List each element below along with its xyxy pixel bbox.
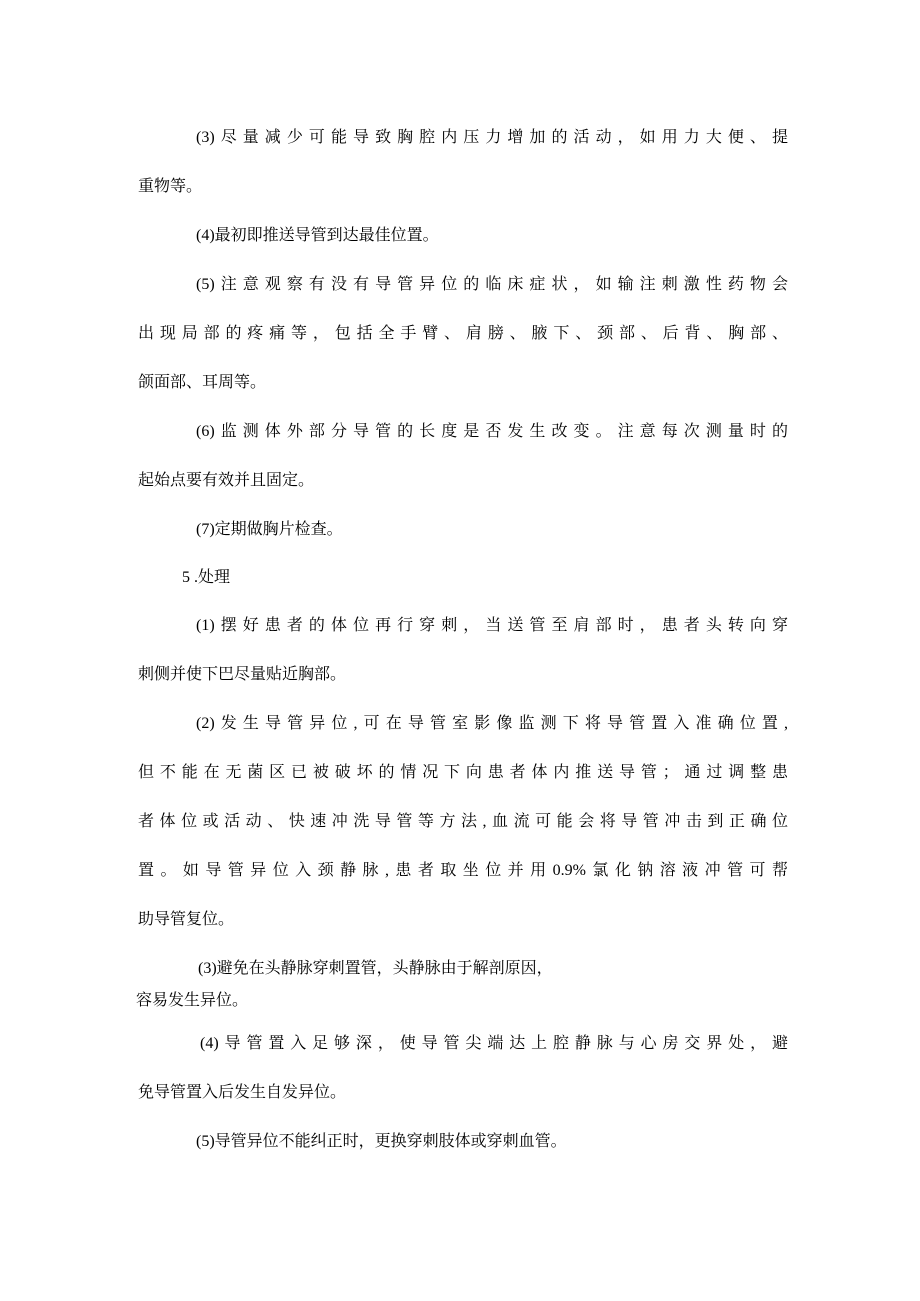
- paragraph-line: (3)尽量减少可能导致胸腔内压力增加的活动，如用力大便、提: [196, 129, 788, 146]
- paragraph-line: 刺侧并使下巴尽量贴近胸部。: [138, 666, 347, 683]
- paragraph-line: (5)导管异位不能纠正时，更换穿刺肢体或穿刺血管。: [196, 1133, 567, 1150]
- paragraph-line: 助导管复位。: [138, 911, 235, 928]
- paragraph-line: (6)监测体外部分导管的长度是否发生改变。注意每次测量时的: [196, 423, 788, 440]
- paragraph-line: 出现局部的疼痛等，包括全手臂、肩膀、腋下、颈部、后背、胸部、: [138, 325, 788, 342]
- paragraph-line: (4)最初即推送导管到达最佳位置。: [196, 227, 439, 244]
- paragraph-line: (2)发生导管异位,可在导管室影像监测下将导管置入准确位置,: [196, 715, 788, 732]
- paragraph-line: 颌面部、耳周等。: [138, 374, 267, 391]
- paragraph-line: (1)摆好患者的体位再行穿刺，当送管至肩部时，患者头转向穿: [196, 617, 788, 634]
- paragraph-line: 起始点要有效并且固定。: [138, 472, 315, 489]
- paragraph-line: (5)注意观察有没有导管异位的临床症状，如输注刺激性药物会: [196, 276, 788, 293]
- paragraph-line: 免导管置入后发生自发异位。: [138, 1084, 347, 1101]
- paragraph-line: 容易发生异位。: [136, 992, 249, 1009]
- paragraph-line: (3)避免在头静脉穿刺置管，头静脉由于解剖原因，: [198, 960, 553, 977]
- paragraph-line: 但不能在无菌区已被破坏的情况下向患者体内推送导管；通过调整患: [138, 764, 788, 781]
- paragraph-line: 重物等。: [138, 178, 203, 195]
- paragraph-line: 者体位或活动、快速冲洗导管等方法,血流可能会将导管冲击到正确位: [138, 813, 788, 830]
- paragraph-line: (4)导管置入足够深，使导管尖端达上腔静脉与心房交界处，避: [200, 1035, 788, 1052]
- section-heading: 5 .处理: [182, 569, 231, 586]
- paragraph-line: 置。如导管异位入颈静脉,患者取坐位并用0.9%氯化钠溶液冲管可帮: [138, 862, 788, 879]
- paragraph-line: (7)定期做胸片检查。: [196, 521, 343, 538]
